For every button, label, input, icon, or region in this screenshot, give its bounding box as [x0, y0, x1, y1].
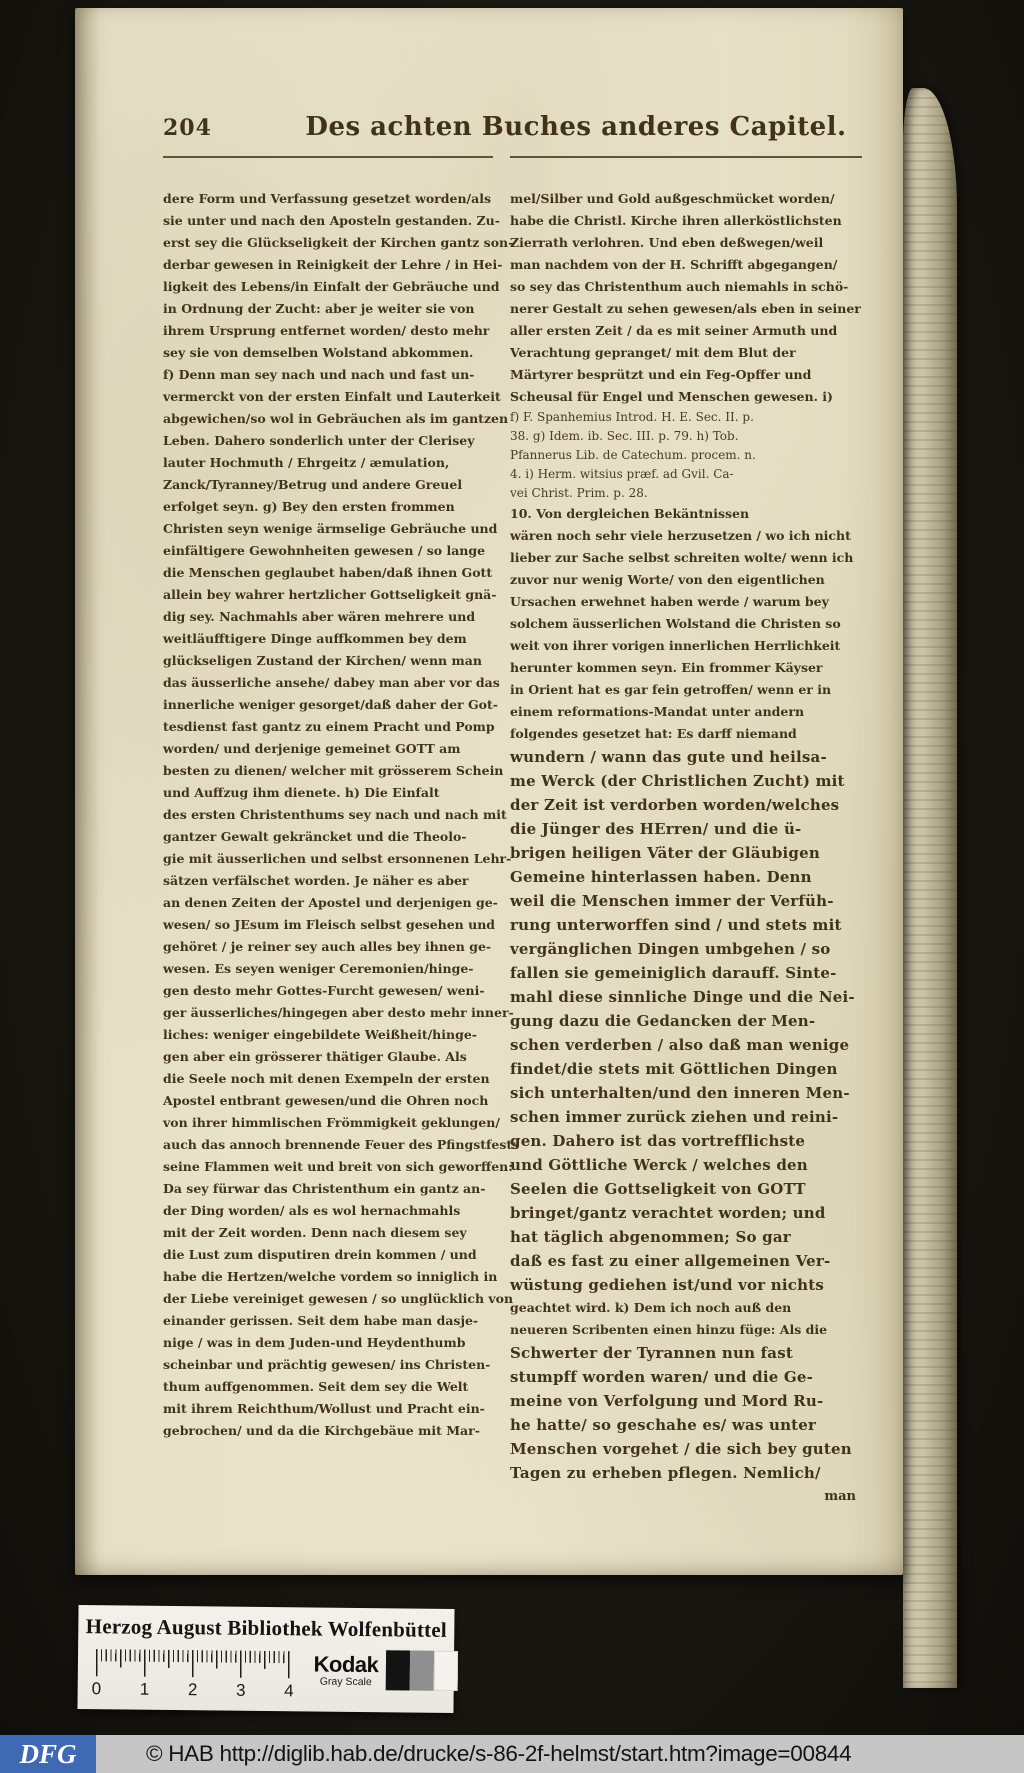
- footnotes: f) F. Spanhemius Introd. H. E. Sec. II. p. 38. g) Idem. ib. Sec. III. p. 79. h) Tob. Pfannerus Lib. de Catechum. procem. n. 4. i) Herm. witsius præf. ad Gvil. Ca- vei Christ. Prim. p. 28.: [510, 410, 756, 500]
- label-row: [92, 1647, 445, 1707]
- grayscale-swatch-gray: [410, 1651, 434, 1691]
- kodak-grayscale-mark: [310, 1653, 382, 1689]
- emperor-mandate-quote: wundern / wann das gute und heilsa- me Werck (der Christlichen Zucht) mit der Zeit ist verdorben worden/welches die Jünger des HErren/ und die ü- brigen heiligen Väter der Gläubigen Gemeine hinterlassen haben. Denn weil die Menschen immer der Verfüh- rung unterworffen sind / und stets mit vergänglichen Dingen umbgehen / so fallen sie gemeiniglich darauff. Sinte- mahl diese sinnliche Dinge und die Nei- gung dazu die Gedancken der Men- schen verderben / also daß man wenige findet/die stets mit Göttlichen Dingen sich unterhalten/und den inneren Men- schen immer zurück ziehen und reini- gen. Dahero ist das vortrefflichste und Göttliche Werck / welches den Seelen die Gottseligkeit von GOTT bringet/gantz verachtet worden; und hat täglich abgenommen; So gar daß es fast zu einer allgemeinen Ver- wüstung gediehen ist/und vor nichts: [510, 748, 855, 1294]
- header-title: Des achten Buches anderes Capitel.: [305, 112, 847, 142]
- catchword: man: [824, 1489, 856, 1504]
- kodak-subtitle: Gray Scale: [319, 1675, 372, 1689]
- text-column-left: [163, 156, 520, 1504]
- page-header: [163, 112, 859, 142]
- book-page: [75, 8, 903, 1575]
- grayscale-swatch-white: [434, 1651, 458, 1691]
- interjection-note: geachtet wird. k) Dem ich noch auß den neueren Scribenten einen hinzu füge: Als die: [510, 1300, 828, 1337]
- ruler-number-0: 0: [91, 1679, 102, 1699]
- ruler-ticks: [96, 1649, 294, 1678]
- grayscale-swatch-black: [386, 1650, 410, 1690]
- book-fore-edge: [903, 88, 957, 1688]
- column-rule-right: [510, 156, 862, 158]
- right-column-paragraph-10: 10. Von dergleichen Bekäntnissen wären noch sehr viele herzusetzen / wo ich nicht lieber zur Sache selbst schreiten wolte/ wenn ich zuvor nur wenig Worte/ von den eigentlichen Ursachen erwehnet haben werde / warum bey solchem äusserlichen Wolstand die Christen so weit von ihrer vorigen innerlichen Herrlichkeit herunter kommen seyn. Ein frommer Käyser in Orient hat es gar fein getroffen/ wenn er in einem reformations-Mandat unter andern folgendes gesetzet hat: Es darff niemand: [510, 506, 854, 741]
- ruler-number-3: 3: [235, 1680, 246, 1700]
- copyright-url: © HAB http://diglib.hab.de/drucke/s-86-2f-helmst/start.htm?image=00844: [146, 1741, 852, 1766]
- ruler-numbers: [92, 1679, 294, 1701]
- column-rule-left: [163, 156, 493, 158]
- ruler-number-4: 4: [284, 1681, 294, 1701]
- dfg-logo: DFG: [0, 1735, 96, 1773]
- cm-ruler: [91, 1649, 303, 1705]
- ruler-number-2: 2: [187, 1680, 198, 1700]
- left-column-text: dere Form und Verfassung gesetzet worden/als sie unter und nach den Aposteln gestanden. Zu- erst sey die Glückseligkeit der Kirchen gantz son- derbar gewesen in Reinigkeit der Lehre / in Hei- ligkeit des Lebens/in Einfalt der Gebräuche und in Ordnung der Zucht: aber je weiter sie von ihrem Ursprung entfernet worden/ desto mehr sey sie von demselben Wolstand abkommen. f) Denn man sey nach und nach und fast un- vermerckt von der ersten Einfalt und Lauterkeit abgewichen/so wol in Gebräuchen als im gantzen Leben. Dahero sonderlich unter der Clerisey lauter Hochmuth / Ehrgeitz / æmulation, Zanck/Tyranney/Betrug und andere Greuel erfolget seyn. g) Bey den ersten frommen Christen seyn wenige ärmselige Gebräuche und einfältigere Gewohnheiten gewesen / so lange die Menschen geglaubet haben/daß ihnen Gott allein bey wahrer hertzlicher Gottseligkeit gnä- dig sey. Nachmahls aber wären mehrere und weitläufftigere Dinge auffkommen bey dem glückseligen Zustand der Kirchen/ wenn man das äusserliche ansehe/ dabey man aber vor das innerliche weniger gesorget/daß daher der Got- tesdienst fast gantz zu einem Pracht und Pomp worden/ und derjenige gemeinet GOTT am besten zu dienen/ welcher mit grösserem Schein und Auffzug ihm dienete. h) Die Einfalt des ersten Christenthums sey nach und nach mit gantzer Gewalt gekräncket und die Theolo- gie mit äusserlichen und selbst ersonnenen Lehr- sätzen verfälschet worden. Je näher es aber an denen Zeiten der Apostel und derjenigen ge- wesen/ so JEsum im Fleisch selbst gesehen und gehöret / je reiner sey auch alles bey ihnen ge- wesen. Es seyen weniger Ceremonien/hinge- gen desto mehr Gottes-Furcht gewesen/ weni- ger äusserliches/hingegen aber desto mehr inner- liches: weniger eingebildete Weißheit/hinge- gen aber ein grösserer thätiger Glaube. Als die Seele noch mit denen Exempeln der ersten Apostel entbrant gewesen/und die Ohren noch von ihrer himmlischen Frömmigkeit geklungen/ auch das annoch brennende Feuer des Pfingstfests seine Flammen weit und breit von sich geworffen: Da sey fürwar das Christenthum ein gantz an- der Ding worden/ als es wol hernachmahls mit der Zeit worden. Denn nach diesem sey die Lust zum disputiren drein kommen / und habe die Hertzen/welche vordem so inniglich in der Liebe vereiniget gewesen / so unglücklich von einander gerissen. Seit dem habe man dasje- nige / was in dem Juden-und Heydenthumb scheinbar und prächtig gewesen/ ins Christen- thum auffgenommen. Seit dem sey die Welt mit ihrem Reichthum/Wollust und Pracht ein- gebrochen/ und da die Kirchgebäue mit Mar-: [163, 191, 520, 1438]
- right-column-paragraph-1: mel/Silber und Gold außgeschmücket worden/ habe die Christl. Kirche ihren allerköstlichsten Zierrath verlohren. Und eben deßwegen/weil man nachdem von der H. Schrifft abgegangen/ so sey das Christenthum auch niemahls in schö- nerer Gestalt zu sehen gewesen/als eben in seiner aller ersten Zeit / da es mit seiner Armuth und Verachtung gepranget/ mit dem Blut der Märtyrer besprützt und ein Feg-Opffer und Scheusal für Engel und Menschen gewesen. i): [510, 191, 861, 404]
- grayscale-swatches: [386, 1650, 458, 1691]
- text-column-right: [510, 156, 862, 1504]
- footer-bar: [0, 1735, 1024, 1773]
- page-number: 204: [163, 115, 212, 141]
- kodak-brand: Kodak: [313, 1651, 379, 1678]
- library-label: [77, 1605, 454, 1713]
- text-columns: [163, 156, 862, 1504]
- ruler-number-1: 1: [139, 1679, 150, 1699]
- library-name: Herzog August Bibliothek Wolfenbüttel: [85, 1614, 448, 1642]
- scribent-quote: Schwerter der Tyrannen nun fast stumpff worden waren/ und die Ge- meine von Verfolgung und Mord Ru- he hatte/ so geschahe es/ was unter Menschen vorgehet / die sich bey guten Tagen zu erheben pflegen. Nemlich/: [510, 1344, 852, 1482]
